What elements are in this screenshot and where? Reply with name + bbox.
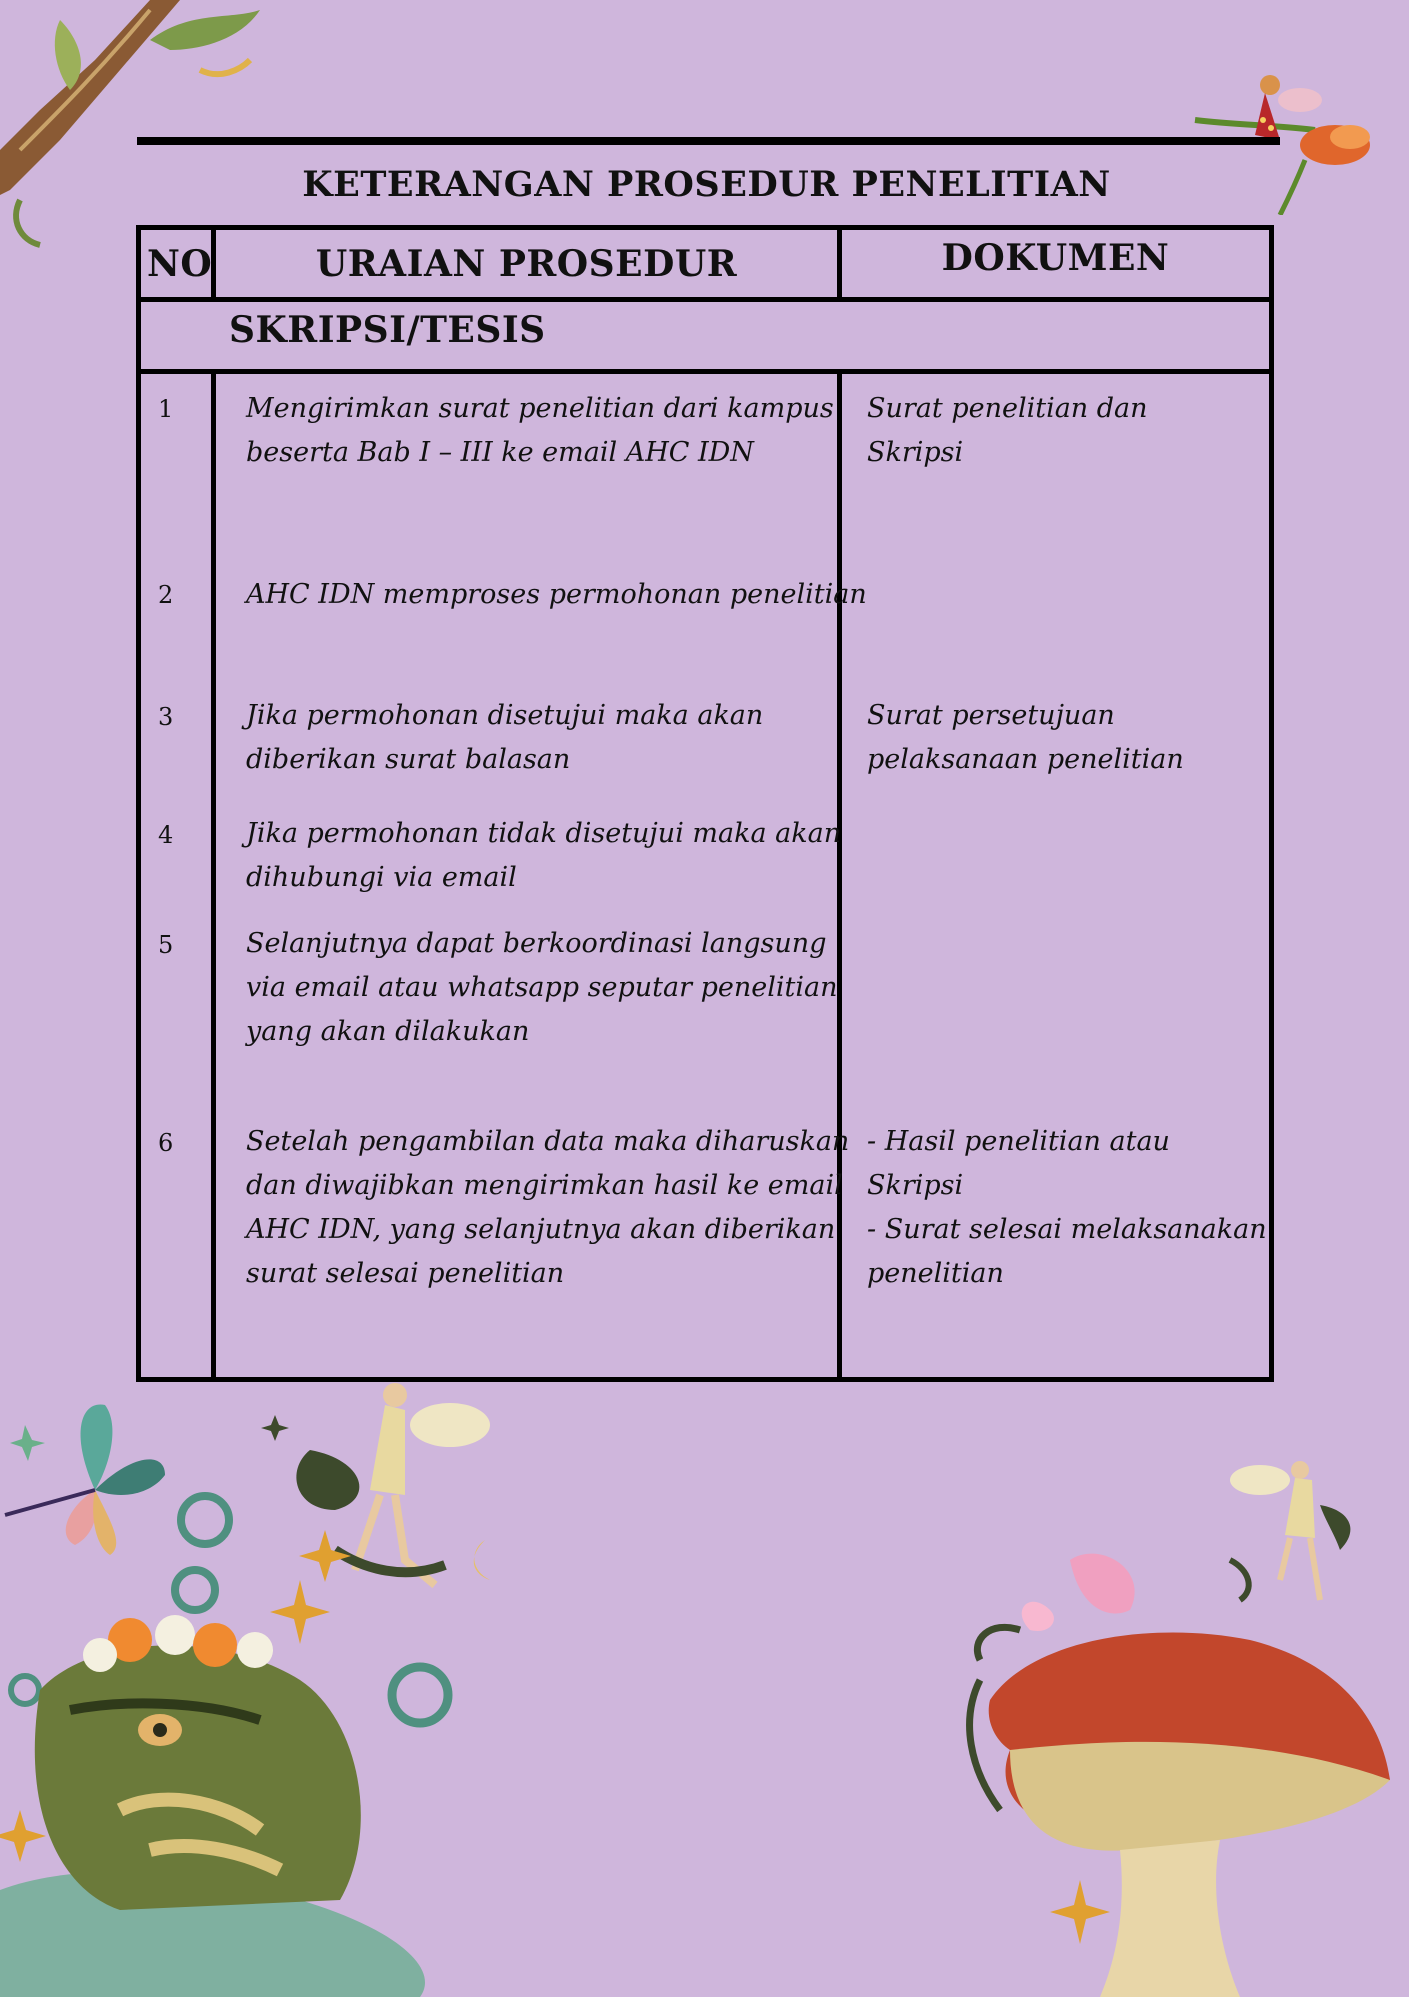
mushroom-with-butterfly-illustration: [950, 1550, 1409, 1997]
frog-with-flowers-illustration: [0, 1430, 520, 1997]
procedure-table: [136, 225, 1274, 1382]
row-number: 4: [158, 821, 174, 849]
row-number: 5: [158, 931, 174, 959]
row-dokumen: - Hasil penelitian atau Skripsi - Surat selesai melaksanakan penelitian: [867, 1126, 1267, 1289]
no-column-divider-body: [211, 369, 216, 1382]
row-uraian: Jika permohonan disetujui maka akan diberikan surat balasan: [246, 700, 764, 775]
branch-illustration: [0, 0, 300, 260]
row-number: 2: [158, 581, 174, 609]
row-uraian: Jika permohonan tidak disetujui maka akan dihubungi via email: [246, 818, 842, 893]
top-rule: [137, 137, 1280, 145]
table-border-right: [1269, 225, 1274, 1382]
row-uraian: Selanjutnya dapat berkoordinasi langsung via email atau whatsapp seputar penelitian yang akan dilakukan: [246, 928, 838, 1047]
row-uraian: AHC IDN memproses permohonan penelitian: [246, 579, 867, 610]
table-border-bottom: [136, 1377, 1274, 1382]
section-divider: [136, 369, 1274, 374]
row-number: 3: [158, 703, 174, 731]
header-no: NO: [147, 243, 213, 285]
header-divider: [136, 297, 1274, 302]
row-uraian: Setelah pengambilan data maka diharuskan dan diwajibkan mengirimkan hasil ke email AHC IDN, yang selanjutnya akan diberikan surat selesai penelitian: [246, 1126, 850, 1289]
table-border-left: [136, 225, 141, 1382]
row-dokumen: Surat penelitian dan Skripsi: [867, 393, 1148, 468]
header-dokumen: DOKUMEN: [941, 237, 1170, 279]
row-number: 1: [158, 395, 174, 423]
row-uraian: Mengirimkan surat penelitian dari kampus beserta Bab I – III ke email AHC IDN: [246, 393, 834, 468]
page-title: KETERANGAN PROSEDUR PENELITIAN: [302, 164, 1111, 205]
row-number: 6: [158, 1129, 174, 1157]
section-label: SKRIPSI/TESIS: [229, 309, 546, 351]
table-border-top: [136, 225, 1274, 230]
header-uraian: URAIAN PROSEDUR: [315, 243, 738, 285]
row-dokumen: Surat persetujuan pelaksanaan penelitian: [867, 700, 1184, 775]
